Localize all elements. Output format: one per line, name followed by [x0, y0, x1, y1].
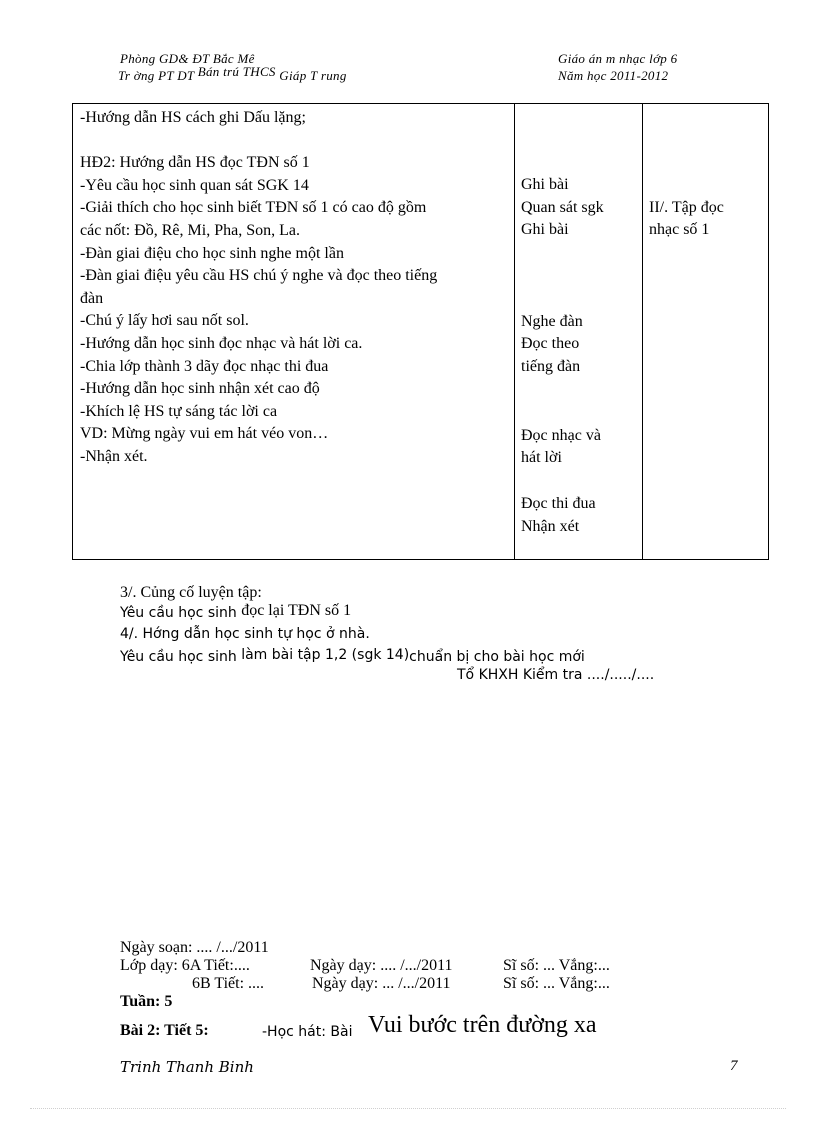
student-activity-line: Nhận xét — [521, 518, 580, 535]
teach-date-6a: Ngày dạy: .... /.../2011 — [310, 957, 453, 974]
content-heading: II/. Tập đọc — [649, 199, 724, 216]
teacher-activity-line: -Hướng dẫn học sinh nhận xét cao độ — [80, 380, 320, 398]
consolidation-heading: 3/. Củng cố luyện tập: — [120, 584, 262, 601]
header-lesson-plan: Giáo án m nhạc lớp 6 — [558, 51, 678, 66]
header-boarding: Bán trú THCS — [197, 64, 276, 79]
teacher-activities-cell — [73, 104, 515, 560]
homework-prepare: chuẩn bị cho bài học mới — [409, 649, 585, 665]
student-activity-line: Đọc theo — [521, 335, 580, 352]
header-school-year: Năm học 2011-2012 — [558, 68, 669, 83]
review-check-line: Tổ KHXH Kiểm tra ..../...../.... — [457, 667, 655, 683]
student-activity-line: Đọc nhạc và — [521, 427, 601, 444]
teacher-activity-line: -Chú ý lấy hơi sau nốt sol. — [80, 312, 249, 330]
student-activity-line: tiếng đàn — [521, 358, 581, 375]
lesson-label: Bài 2: Tiết 5: — [120, 1022, 209, 1039]
activity-label: -Học hát: Bài — [262, 1024, 353, 1040]
teacher-activity-line: -Khích lệ HS tự sáng tác lời ca — [80, 402, 278, 420]
teacher-activity-line: -Đàn giai điệu cho học sinh nghe một lần — [80, 244, 344, 262]
teach-date-6b: Ngày dạy: ... /.../2011 — [312, 975, 451, 992]
teacher-activity-line: -Chia lớp thành 3 dãy đọc nhạc thi đua — [80, 357, 329, 375]
header-school-location: Giáp T rung — [275, 68, 347, 83]
teacher-activity-line: -Yêu cầu học sinh quan sát SGK 14 — [80, 176, 309, 194]
student-activity-line: Nghe đàn — [521, 313, 583, 330]
student-activity-line: Đọc thi đua — [521, 495, 596, 512]
homework-heading: 4/. Hớng dẫn học sinh tự học ở nhà. — [120, 626, 370, 642]
teacher-activity-line: -Nhận xét. — [80, 447, 148, 465]
homework-task: làm bài tập 1,2 (sgk 14) — [241, 647, 410, 663]
student-activity-line: Quan sát sgk — [521, 199, 604, 216]
student-activities-cell — [515, 104, 643, 560]
teacher-activity-line: -Giải thích cho học sinh biết TĐN số 1 có cao độ gồm — [80, 199, 427, 217]
header-school-name — [118, 64, 347, 84]
homework-line-prefix: Yêu cầu học sinh — [120, 649, 242, 665]
class-6a: Lớp dạy: 6A Tiết:.... — [120, 957, 250, 974]
teacher-activity-line: -Hướng dẫn học sinh đọc nhạc và hát lời ca. — [80, 334, 363, 352]
header-school-type: Tr ờng PT DT — [118, 68, 198, 83]
homework-line — [120, 648, 585, 666]
consolidation-line — [120, 604, 351, 622]
attendance-6b: Sĩ số: ... Vắng:... — [503, 975, 610, 992]
blank-line — [80, 130, 514, 153]
student-activity-line: hát lời — [521, 449, 562, 466]
week-label: Tuần: 5 — [120, 993, 173, 1010]
song-title: Vui bước trên đường xa — [368, 1012, 597, 1038]
teacher-activity-line: HĐ2: Hướng dẫn HS đọc TĐN số 1 — [80, 154, 310, 172]
teacher-activity-line: các nốt: Đồ, Rê, Mi, Pha, Son, La. — [80, 221, 300, 239]
student-activity-line: Ghi bài — [521, 176, 569, 193]
consolidation-line-prefix: Yêu cầu học sinh — [120, 605, 242, 621]
teacher-activity-line: -Hướng dẫn HS cách ghi Dấu lặng; — [80, 109, 306, 126]
student-activity-line: Ghi bài — [521, 221, 569, 238]
author-signature: Trinh Thanh Binh — [120, 1058, 254, 1076]
teacher-activity-line: đàn — [80, 289, 104, 307]
prep-date: Ngày soạn: .... /.../2011 — [120, 939, 269, 956]
consolidation-task: đọc lại TĐN số 1 — [241, 602, 352, 619]
teacher-activity-line: VD: Mừng ngày vui em hát véo von… — [80, 425, 329, 443]
lesson-activity-table — [72, 103, 769, 560]
content-heading: nhạc số 1 — [649, 221, 710, 238]
content-cell — [643, 104, 769, 560]
teacher-activity-line: -Đàn giai điệu yêu cầu HS chú ý nghe và đọc theo tiếng — [80, 267, 438, 285]
header-school-office: Phòng GD& ĐT Bắc Mê — [120, 51, 255, 66]
class-6b: 6B Tiết: .... — [192, 975, 265, 992]
page-bottom-divider — [30, 1108, 786, 1109]
attendance-6a: Sĩ số: ... Vắng:... — [503, 957, 610, 974]
page-number: 7 — [730, 1058, 738, 1074]
